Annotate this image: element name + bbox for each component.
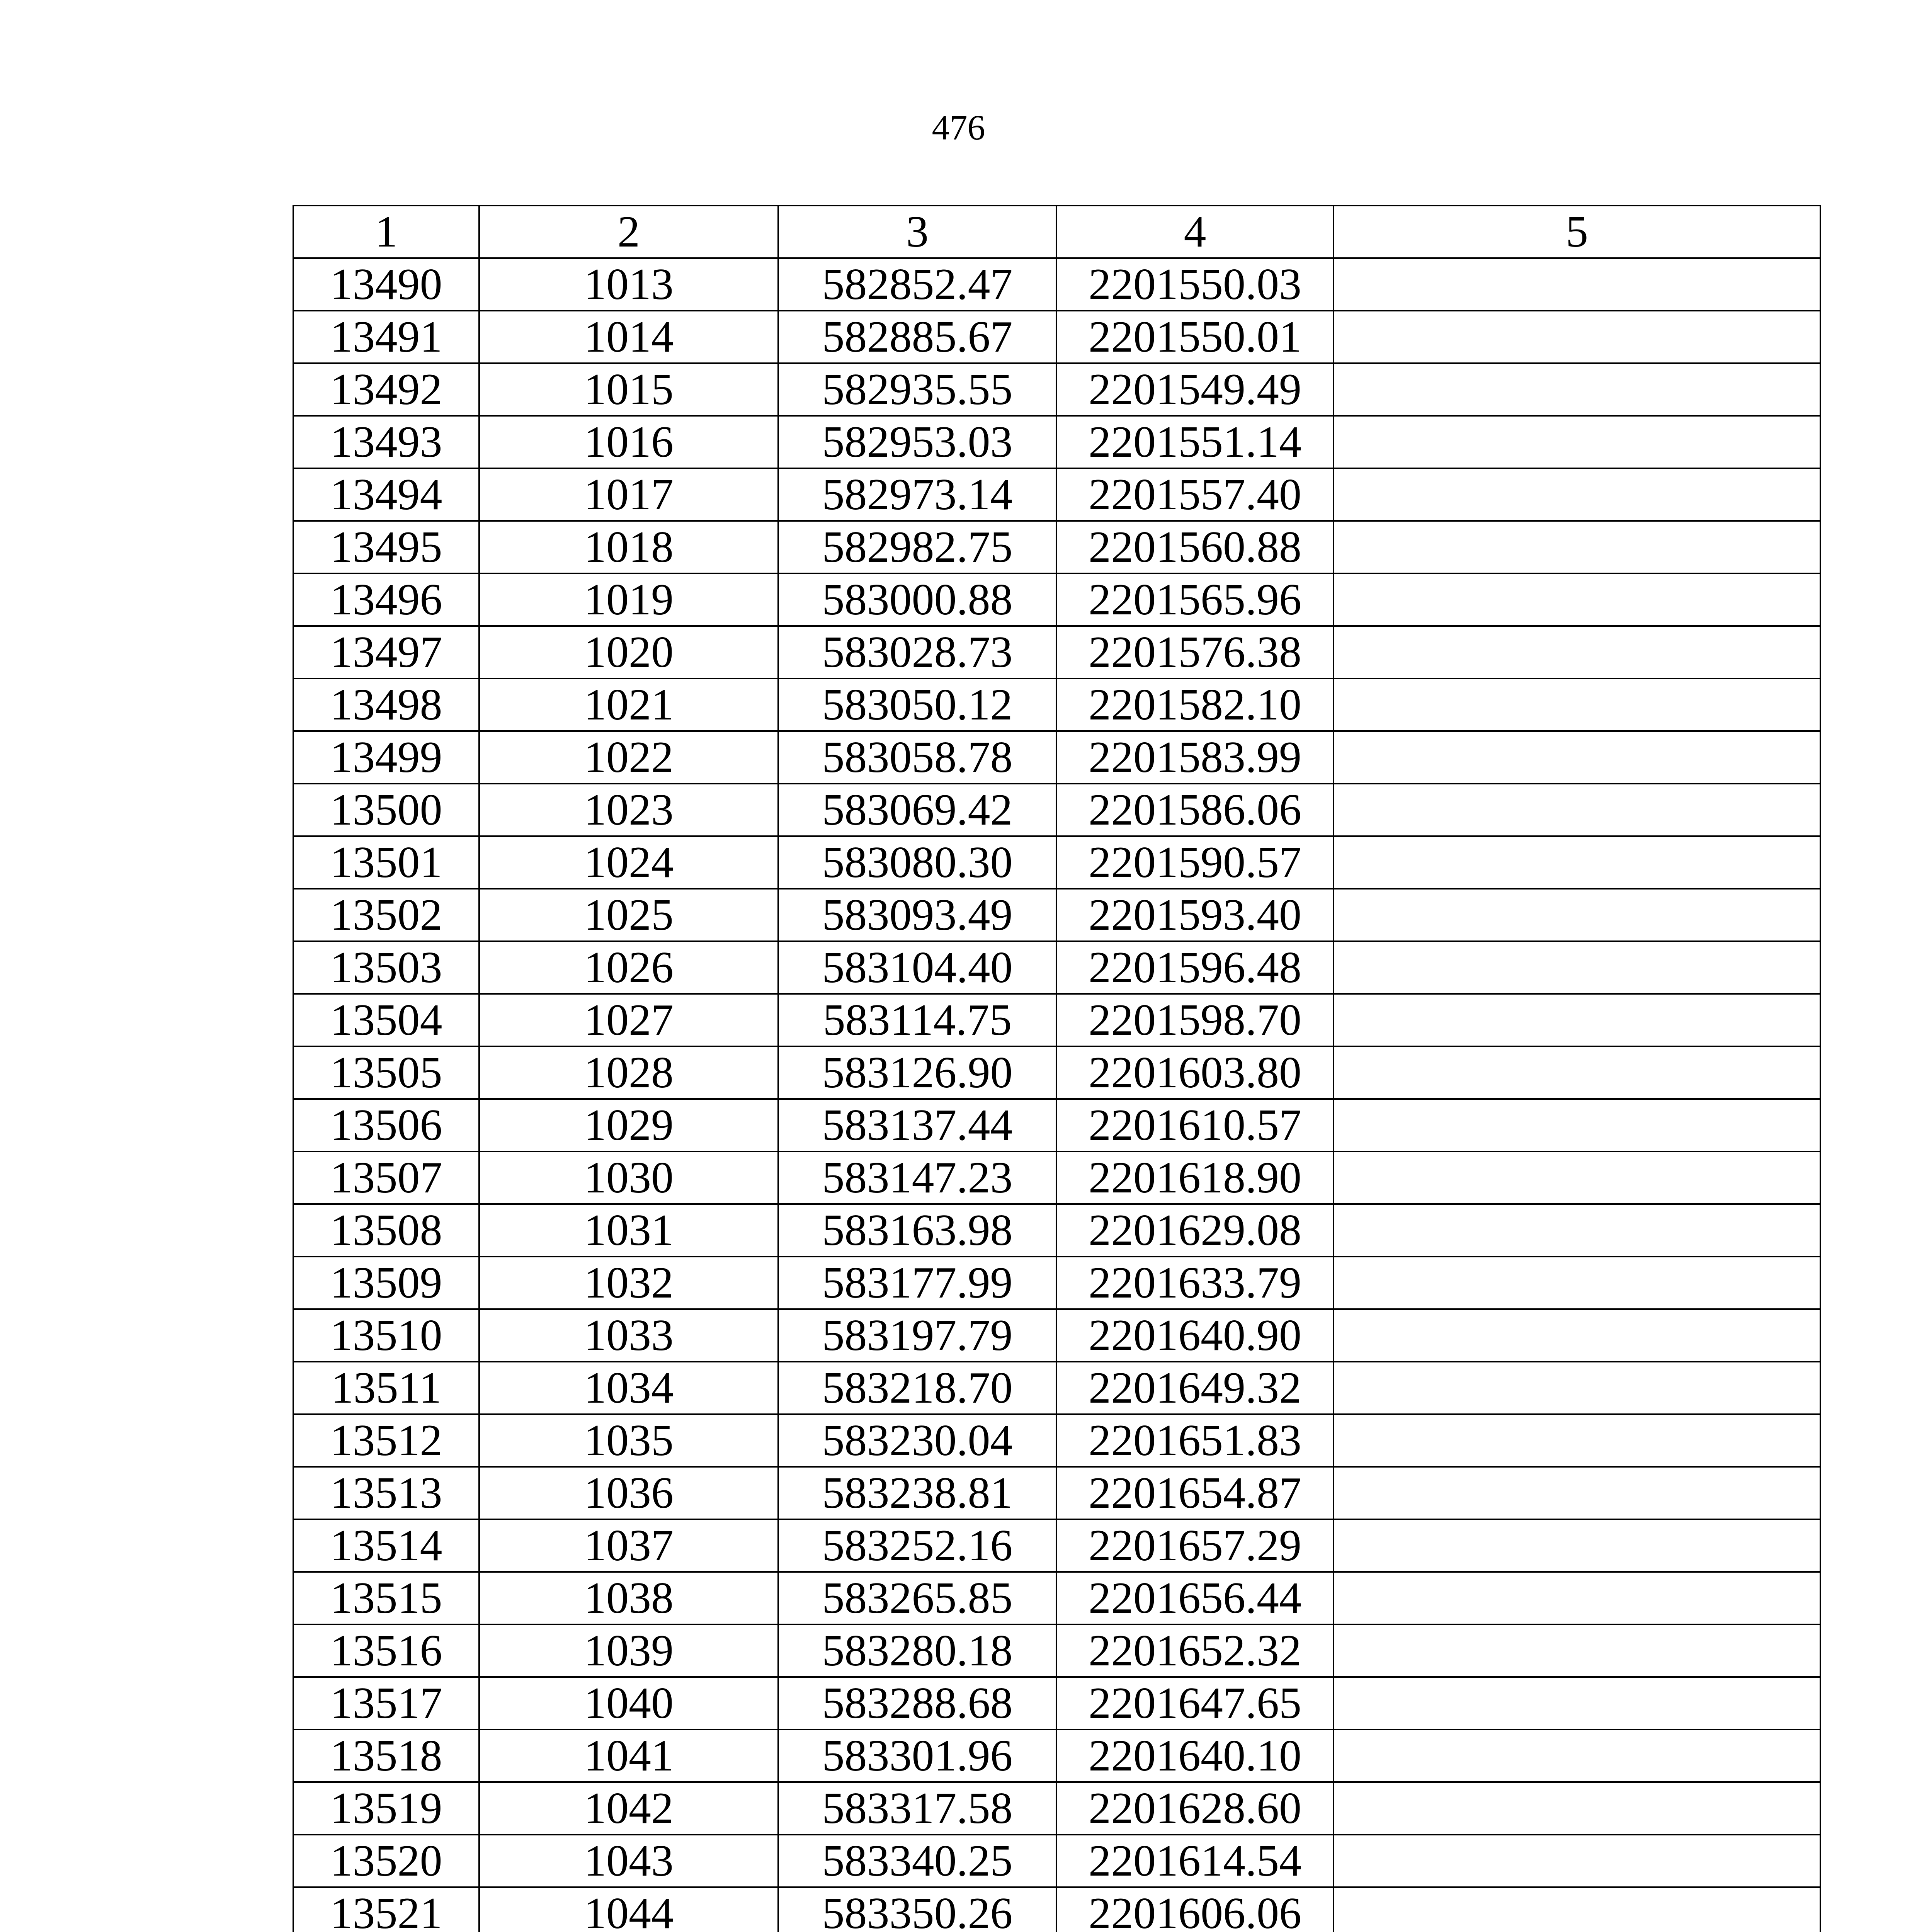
table-row bbox=[293, 1099, 1820, 1151]
table-row bbox=[293, 416, 1820, 468]
table-cell-col-1: 13518 bbox=[293, 1730, 479, 1782]
table-cell-col-1: 13510 bbox=[293, 1309, 479, 1362]
table-cell-col-2: 1022 bbox=[479, 731, 778, 784]
table-row bbox=[293, 731, 1820, 784]
table-cell-col-5 bbox=[1334, 1519, 1820, 1572]
table-cell-col-1: 13509 bbox=[293, 1257, 479, 1309]
table-cell-col-1: 13505 bbox=[293, 1046, 479, 1099]
table-row bbox=[293, 468, 1820, 521]
table-cell-col-1: 13501 bbox=[293, 836, 479, 889]
table-cell-col-5 bbox=[1334, 311, 1820, 363]
table-cell-col-2: 1020 bbox=[479, 626, 778, 679]
table-cell-col-3: 583137.44 bbox=[778, 1099, 1056, 1151]
table-cell-col-4: 2201649.32 bbox=[1056, 1362, 1334, 1414]
header-cell-3: 3 bbox=[778, 206, 1056, 258]
table-cell-col-1: 13490 bbox=[293, 258, 479, 311]
table-cell-col-2: 1036 bbox=[479, 1467, 778, 1519]
table-cell-col-4: 2201550.01 bbox=[1056, 311, 1334, 363]
table-cell-col-5 bbox=[1334, 416, 1820, 468]
table-cell-col-4: 2201549.49 bbox=[1056, 363, 1334, 416]
table-cell-col-4: 2201550.03 bbox=[1056, 258, 1334, 311]
table-row bbox=[293, 941, 1820, 994]
table-cell-col-5 bbox=[1334, 1257, 1820, 1309]
table-cell-col-1: 13508 bbox=[293, 1204, 479, 1257]
table-row bbox=[293, 889, 1820, 941]
table-cell-col-3: 583104.40 bbox=[778, 941, 1056, 994]
table-cell-col-4: 2201640.90 bbox=[1056, 1309, 1334, 1362]
table-cell-col-3: 582953.03 bbox=[778, 416, 1056, 468]
table-cell-col-3: 583218.70 bbox=[778, 1362, 1056, 1414]
table-cell-col-4: 2201657.29 bbox=[1056, 1519, 1334, 1572]
table-cell-col-5 bbox=[1334, 1835, 1820, 1887]
table-cell-col-1: 13521 bbox=[293, 1887, 479, 1932]
table-cell-col-5 bbox=[1334, 1677, 1820, 1730]
table-cell-col-2: 1018 bbox=[479, 521, 778, 573]
table-cell-col-1: 13507 bbox=[293, 1151, 479, 1204]
table-cell-col-1: 13515 bbox=[293, 1572, 479, 1624]
table-cell-col-2: 1015 bbox=[479, 363, 778, 416]
header-cell-2: 2 bbox=[479, 206, 778, 258]
table-cell-col-5 bbox=[1334, 784, 1820, 836]
table-row bbox=[293, 1730, 1820, 1782]
table-cell-col-4: 2201614.54 bbox=[1056, 1835, 1334, 1887]
table-cell-col-4: 2201610.57 bbox=[1056, 1099, 1334, 1151]
table-cell-col-2: 1026 bbox=[479, 941, 778, 994]
table-cell-col-4: 2201586.06 bbox=[1056, 784, 1334, 836]
table-cell-col-5 bbox=[1334, 1362, 1820, 1414]
table-cell-col-1: 13519 bbox=[293, 1782, 479, 1835]
table-row bbox=[293, 311, 1820, 363]
table-cell-col-2: 1034 bbox=[479, 1362, 778, 1414]
table-cell-col-4: 2201647.65 bbox=[1056, 1677, 1334, 1730]
table-cell-col-5 bbox=[1334, 573, 1820, 626]
table-cell-col-5 bbox=[1334, 1887, 1820, 1932]
table-cell-col-3: 583114.75 bbox=[778, 994, 1056, 1046]
table-cell-col-5 bbox=[1334, 258, 1820, 311]
table-cell-col-5 bbox=[1334, 679, 1820, 731]
table-cell-col-3: 583050.12 bbox=[778, 679, 1056, 731]
table-cell-col-1: 13503 bbox=[293, 941, 479, 994]
table-cell-col-1: 13520 bbox=[293, 1835, 479, 1887]
table-cell-col-5 bbox=[1334, 1099, 1820, 1151]
table-cell-col-1: 13516 bbox=[293, 1624, 479, 1677]
table-cell-col-3: 582935.55 bbox=[778, 363, 1056, 416]
table-cell-col-1: 13502 bbox=[293, 889, 479, 941]
table-cell-col-2: 1035 bbox=[479, 1414, 778, 1467]
table-cell-col-4: 2201651.83 bbox=[1056, 1414, 1334, 1467]
table-cell-col-4: 2201606.06 bbox=[1056, 1887, 1334, 1932]
table-cell-col-1: 13493 bbox=[293, 416, 479, 468]
table-cell-col-1: 13495 bbox=[293, 521, 479, 573]
table-cell-col-1: 13506 bbox=[293, 1099, 479, 1151]
table-cell-col-3: 583028.73 bbox=[778, 626, 1056, 679]
table-cell-col-3: 583080.30 bbox=[778, 836, 1056, 889]
table-cell-col-4: 2201593.40 bbox=[1056, 889, 1334, 941]
table-cell-col-2: 1017 bbox=[479, 468, 778, 521]
table-cell-col-5 bbox=[1334, 1730, 1820, 1782]
table-row bbox=[293, 626, 1820, 679]
table-header bbox=[293, 206, 1820, 258]
table-row bbox=[293, 784, 1820, 836]
table-cell-col-4: 2201640.10 bbox=[1056, 1730, 1334, 1782]
table-row bbox=[293, 1887, 1820, 1932]
table-cell-col-4: 2201598.70 bbox=[1056, 994, 1334, 1046]
table-cell-col-5 bbox=[1334, 889, 1820, 941]
table-cell-col-2: 1014 bbox=[479, 311, 778, 363]
table-cell-col-4: 2201596.48 bbox=[1056, 941, 1334, 994]
table-cell-col-2: 1019 bbox=[479, 573, 778, 626]
table-cell-col-3: 583280.18 bbox=[778, 1624, 1056, 1677]
table-cell-col-1: 13500 bbox=[293, 784, 479, 836]
table-cell-col-5 bbox=[1334, 1204, 1820, 1257]
table-cell-col-3: 582852.47 bbox=[778, 258, 1056, 311]
table-cell-col-4: 2201590.57 bbox=[1056, 836, 1334, 889]
table-cell-col-3: 583301.96 bbox=[778, 1730, 1056, 1782]
table-row bbox=[293, 363, 1820, 416]
table-cell-col-3: 583126.90 bbox=[778, 1046, 1056, 1099]
table-cell-col-3: 583230.04 bbox=[778, 1414, 1056, 1467]
table-row bbox=[293, 1677, 1820, 1730]
table-cell-col-2: 1013 bbox=[479, 258, 778, 311]
table-cell-col-5 bbox=[1334, 1624, 1820, 1677]
table-cell-col-3: 583265.85 bbox=[778, 1572, 1056, 1624]
table-cell-col-4: 2201551.14 bbox=[1056, 416, 1334, 468]
table-cell-col-3: 583288.68 bbox=[778, 1677, 1056, 1730]
table-cell-col-3: 582973.14 bbox=[778, 468, 1056, 521]
table-cell-col-4: 2201603.80 bbox=[1056, 1046, 1334, 1099]
table-cell-col-2: 1030 bbox=[479, 1151, 778, 1204]
table-cell-col-5 bbox=[1334, 941, 1820, 994]
table-cell-col-5 bbox=[1334, 1572, 1820, 1624]
table-cell-col-2: 1016 bbox=[479, 416, 778, 468]
table-row bbox=[293, 1624, 1820, 1677]
table-cell-col-1: 13511 bbox=[293, 1362, 479, 1414]
table-cell-col-5 bbox=[1334, 1414, 1820, 1467]
table-cell-col-1: 13496 bbox=[293, 573, 479, 626]
table-cell-col-4: 2201656.44 bbox=[1056, 1572, 1334, 1624]
table-cell-col-1: 13498 bbox=[293, 679, 479, 731]
table-cell-col-4: 2201629.08 bbox=[1056, 1204, 1334, 1257]
table-cell-col-4: 2201654.87 bbox=[1056, 1467, 1334, 1519]
table-row bbox=[293, 1414, 1820, 1467]
table-cell-col-5 bbox=[1334, 731, 1820, 784]
table-cell-col-2: 1039 bbox=[479, 1624, 778, 1677]
header-cell-1: 1 bbox=[293, 206, 479, 258]
table-cell-col-3: 583350.26 bbox=[778, 1887, 1056, 1932]
table-row bbox=[293, 573, 1820, 626]
table-cell-col-3: 583000.88 bbox=[778, 573, 1056, 626]
header-cell-5: 5 bbox=[1334, 206, 1820, 258]
table-cell-col-2: 1033 bbox=[479, 1309, 778, 1362]
table-cell-col-3: 583177.99 bbox=[778, 1257, 1056, 1309]
table-cell-col-4: 2201633.79 bbox=[1056, 1257, 1334, 1309]
table-cell-col-5 bbox=[1334, 994, 1820, 1046]
table-cell-col-1: 13494 bbox=[293, 468, 479, 521]
table-cell-col-3: 583069.42 bbox=[778, 784, 1056, 836]
table-cell-col-1: 13492 bbox=[293, 363, 479, 416]
table-cell-col-4: 2201560.88 bbox=[1056, 521, 1334, 573]
table-cell-col-4: 2201557.40 bbox=[1056, 468, 1334, 521]
table-cell-col-3: 583197.79 bbox=[778, 1309, 1056, 1362]
table-row bbox=[293, 836, 1820, 889]
table-row bbox=[293, 1151, 1820, 1204]
table-row bbox=[293, 1467, 1820, 1519]
table-cell-col-3: 583093.49 bbox=[778, 889, 1056, 941]
table-cell-col-3: 583058.78 bbox=[778, 731, 1056, 784]
table-cell-col-5 bbox=[1334, 1151, 1820, 1204]
table-cell-col-4: 2201565.96 bbox=[1056, 573, 1334, 626]
table-cell-col-1: 13499 bbox=[293, 731, 479, 784]
table-cell-col-3: 583340.25 bbox=[778, 1835, 1056, 1887]
table-cell-col-2: 1029 bbox=[479, 1099, 778, 1151]
table-cell-col-2: 1032 bbox=[479, 1257, 778, 1309]
table-cell-col-2: 1037 bbox=[479, 1519, 778, 1572]
table-row bbox=[293, 1572, 1820, 1624]
table-row bbox=[293, 679, 1820, 731]
table-cell-col-2: 1024 bbox=[479, 836, 778, 889]
table-cell-col-5 bbox=[1334, 836, 1820, 889]
table-cell-col-5 bbox=[1334, 1782, 1820, 1835]
header-row bbox=[293, 206, 1820, 258]
table-cell-col-5 bbox=[1334, 521, 1820, 573]
table-cell-col-3: 583147.23 bbox=[778, 1151, 1056, 1204]
table-row bbox=[293, 1046, 1820, 1099]
table-cell-col-3: 583238.81 bbox=[778, 1467, 1056, 1519]
table-body bbox=[293, 258, 1820, 1932]
table-cell-col-2: 1021 bbox=[479, 679, 778, 731]
table-cell-col-3: 583252.16 bbox=[778, 1519, 1056, 1572]
coordinates-table bbox=[293, 205, 1821, 1932]
table-cell-col-4: 2201652.32 bbox=[1056, 1624, 1334, 1677]
table-cell-col-2: 1028 bbox=[479, 1046, 778, 1099]
table-row bbox=[293, 1782, 1820, 1835]
table-cell-col-5 bbox=[1334, 468, 1820, 521]
table-cell-col-1: 13512 bbox=[293, 1414, 479, 1467]
table-cell-col-2: 1038 bbox=[479, 1572, 778, 1624]
table-cell-col-1: 13513 bbox=[293, 1467, 479, 1519]
table-cell-col-4: 2201618.90 bbox=[1056, 1151, 1334, 1204]
table-row bbox=[293, 1835, 1820, 1887]
table-cell-col-2: 1023 bbox=[479, 784, 778, 836]
table-cell-col-1: 13514 bbox=[293, 1519, 479, 1572]
table-cell-col-2: 1042 bbox=[479, 1782, 778, 1835]
table-row bbox=[293, 1204, 1820, 1257]
table-cell-col-2: 1027 bbox=[479, 994, 778, 1046]
table-row bbox=[293, 1519, 1820, 1572]
table-cell-col-5 bbox=[1334, 1309, 1820, 1362]
table-cell-col-2: 1044 bbox=[479, 1887, 778, 1932]
table-cell-col-5 bbox=[1334, 363, 1820, 416]
table-cell-col-1: 13517 bbox=[293, 1677, 479, 1730]
table-cell-col-5 bbox=[1334, 626, 1820, 679]
table-cell-col-4: 2201628.60 bbox=[1056, 1782, 1334, 1835]
table-row bbox=[293, 521, 1820, 573]
table-cell-col-3: 582982.75 bbox=[778, 521, 1056, 573]
table-cell-col-2: 1041 bbox=[479, 1730, 778, 1782]
table-cell-col-1: 13497 bbox=[293, 626, 479, 679]
table-cell-col-2: 1040 bbox=[479, 1677, 778, 1730]
table-cell-col-1: 13491 bbox=[293, 311, 479, 363]
table-row bbox=[293, 1362, 1820, 1414]
table-cell-col-3: 583317.58 bbox=[778, 1782, 1056, 1835]
table-row bbox=[293, 1309, 1820, 1362]
table-cell-col-5 bbox=[1334, 1046, 1820, 1099]
page-number: 476 bbox=[932, 108, 985, 147]
table-cell-col-4: 2201576.38 bbox=[1056, 626, 1334, 679]
table-cell-col-2: 1025 bbox=[479, 889, 778, 941]
table-cell-col-2: 1043 bbox=[479, 1835, 778, 1887]
table-cell-col-4: 2201582.10 bbox=[1056, 679, 1334, 731]
table-row bbox=[293, 994, 1820, 1046]
table-cell-col-3: 582885.67 bbox=[778, 311, 1056, 363]
table-cell-col-4: 2201583.99 bbox=[1056, 731, 1334, 784]
table-cell-col-2: 1031 bbox=[479, 1204, 778, 1257]
table-row bbox=[293, 1257, 1820, 1309]
table-cell-col-1: 13504 bbox=[293, 994, 479, 1046]
table-cell-col-3: 583163.98 bbox=[778, 1204, 1056, 1257]
table-cell-col-5 bbox=[1334, 1467, 1820, 1519]
table-row bbox=[293, 258, 1820, 311]
header-cell-4: 4 bbox=[1056, 206, 1334, 258]
